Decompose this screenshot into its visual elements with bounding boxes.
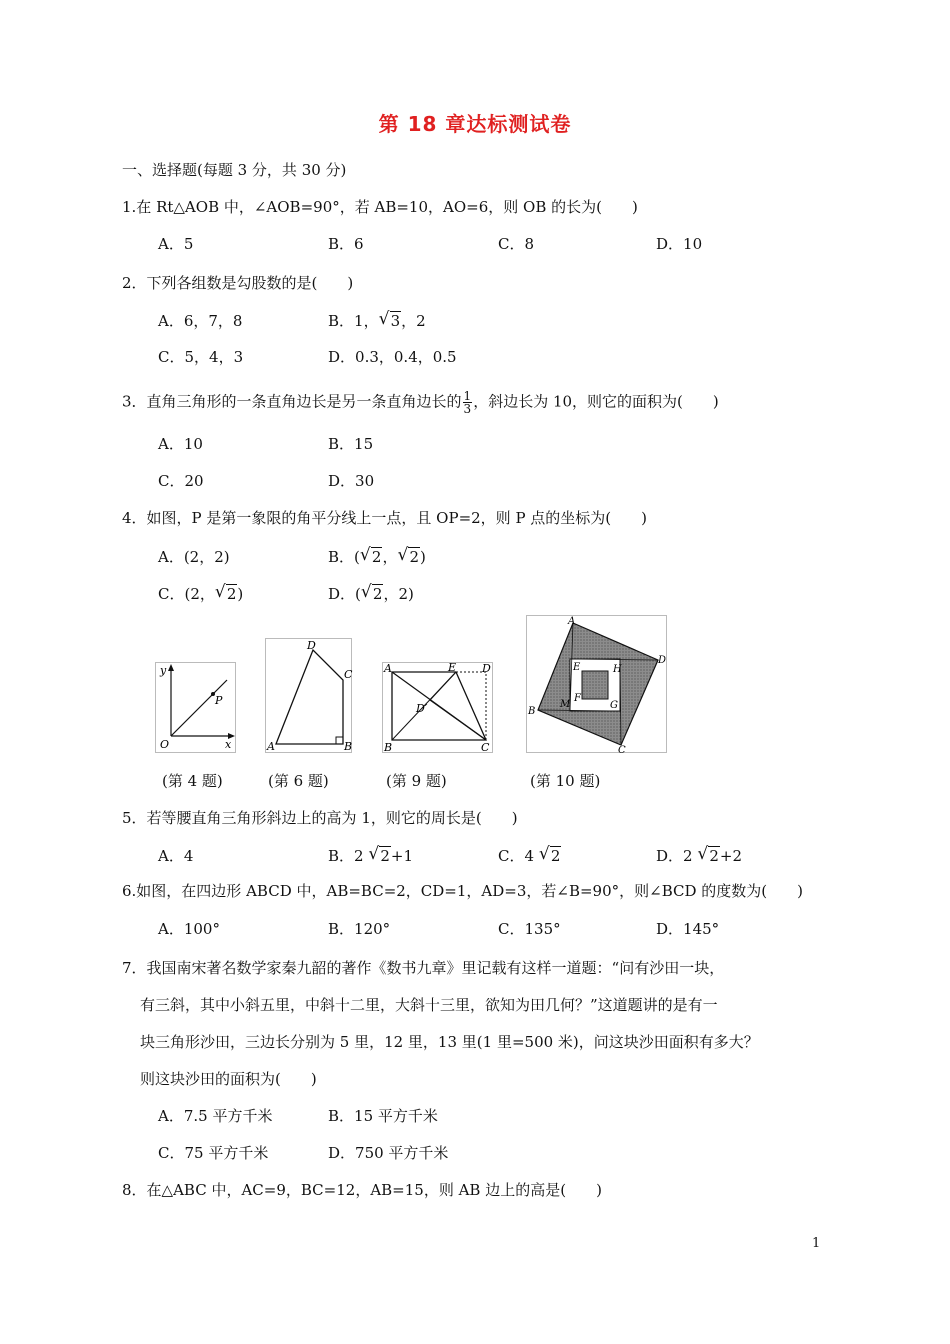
q4-option-b: B．(√ 2，√ 2) [328, 547, 426, 567]
q8-stem: 8．在△ABC 中，AC=9，BC=12，AB=15，则 AB 边上的高是( ) [122, 1181, 602, 1199]
q5-stem: 5．若等腰直角三角形斜边上的高为 1，则它的周长是( ) [122, 809, 518, 827]
q4-option-a: A．(2，2) [158, 548, 230, 566]
figure-q10 [526, 615, 668, 754]
q7-line-3: 块三角形沙田，三边长分别为 5 里，12 里，13 里(1 里=500 米)，问这块沙田面积有多大？ [140, 1033, 759, 1051]
label-h: H [613, 664, 622, 675]
q6-option-a: A．100° [158, 920, 220, 938]
caption-q6: (第 6 题) [268, 772, 329, 790]
label-b: B [344, 740, 353, 753]
page-title: 第 18 章达标测试卷 [378, 112, 572, 136]
label-c: C [344, 668, 353, 681]
figure-q6 [265, 638, 353, 754]
label-g: G [610, 700, 618, 711]
label-m: M [560, 699, 571, 710]
q7-line-1: 7．我国南宋著名数学家秦九韶的著作《数书九章》里记载有这样一道题：“问有沙田一块， [122, 959, 725, 977]
label-x: x [225, 738, 232, 751]
label-a: A [568, 616, 576, 627]
label-c: C [618, 745, 626, 754]
label-d: D [658, 655, 667, 666]
q5-option-b: B．2 √ 2+1 [328, 846, 413, 866]
label-e: E [448, 662, 457, 674]
q2-stem: 2．下列各组数是勾股数的是( ) [122, 274, 354, 292]
label-d-prime: D′ [416, 702, 428, 715]
label-d: D [307, 639, 316, 652]
q7-line-4: 则这块沙田的面积为( ) [140, 1070, 317, 1088]
label-a: A [267, 740, 275, 753]
q4-option-c: C．(2，√ 2) [158, 584, 243, 604]
q5-option-d: D．2 √ 2+2 [656, 846, 742, 866]
label-p: P [215, 694, 223, 707]
q1-option-d: D．10 [656, 235, 703, 253]
quadrilateral-abcd [276, 650, 343, 744]
q2-option-c: C．5，4，3 [158, 348, 244, 366]
y-axis-arrow-icon [168, 664, 174, 671]
label-b: B [384, 741, 393, 754]
label-y: y [160, 664, 167, 677]
figure-q9 [382, 662, 494, 754]
label-c: C [481, 741, 490, 754]
q7-option-c: C．75 平方千米 [158, 1144, 269, 1162]
caption-q9: (第 9 题) [386, 772, 447, 790]
page-number: 1 [812, 1236, 821, 1251]
label-b: B [528, 706, 536, 717]
label-a: A [384, 662, 392, 675]
q4-stem: 4．如图，P 是第一象限的角平分线上一点，且 OP=2，则 P 点的坐标为( ) [122, 509, 648, 527]
caption-q10: (第 10 题) [530, 772, 601, 790]
label-d: D [482, 662, 491, 675]
q1-option-c: C．8 [498, 235, 535, 253]
figure-q4 [155, 662, 237, 754]
q7-line-2: 有三斜，其中小斜五里，中斜十二里，大斜十三里，欲知为田几何？”这道题讲的是有一 [140, 996, 718, 1014]
label-f: F [574, 693, 581, 704]
q5-option-a: A．4 [158, 847, 194, 865]
q6-option-d: D．145° [656, 920, 720, 938]
q6-option-b: B．120° [328, 920, 391, 938]
label-o: O [160, 738, 170, 751]
q6-option-c: C．135° [498, 920, 561, 938]
inner-square [582, 671, 608, 699]
q6-stem: 6.如图，在四边形 ABCD 中，AB=BC=2，CD=1，AD=3，若∠B=90°，则∠BCD 的度数为( ) [122, 882, 803, 900]
q3-option-b: B．15 [328, 435, 374, 453]
q2-option-b: B．1，√ 3，2 [328, 311, 426, 331]
right-angle-mark [336, 737, 343, 744]
q3-option-c: C．20 [158, 472, 204, 490]
q3-option-a: A．10 [158, 435, 203, 453]
q7-option-a: A．7.5 平方千米 [158, 1107, 273, 1125]
caption-q4: (第 4 题) [162, 772, 223, 790]
q7-option-d: D．750 平方千米 [328, 1144, 449, 1162]
bisector-line [171, 680, 227, 736]
q2-option-a: A．6，7，8 [158, 312, 243, 330]
section-heading: 一、选择题(每题 3 分，共 30 分) [122, 161, 347, 179]
q1-stem: 1.在 Rt△AOB 中，∠AOB=90°，若 AB=10，AO=6，则 OB 的长为( ) [122, 198, 638, 216]
label-e: E [573, 662, 581, 673]
q4-option-d: D．(√ 2，2) [328, 584, 414, 604]
q2-option-d: D．0.3，0.4，0.5 [328, 348, 457, 366]
q3-option-d: D．30 [328, 472, 375, 490]
q3-stem: 3．直角三角形的一条直角边长是另一条直角边长的 $\frac{1}{3}$ ，斜边长为 10，则它的面积为( ) [122, 389, 719, 416]
q1-option-a: A．5 [158, 235, 194, 253]
q7-option-b: B．15 平方千米 [328, 1107, 438, 1125]
q1-option-b: B．6 [328, 235, 364, 253]
q5-option-c: C．4 √ 2 [498, 846, 561, 866]
